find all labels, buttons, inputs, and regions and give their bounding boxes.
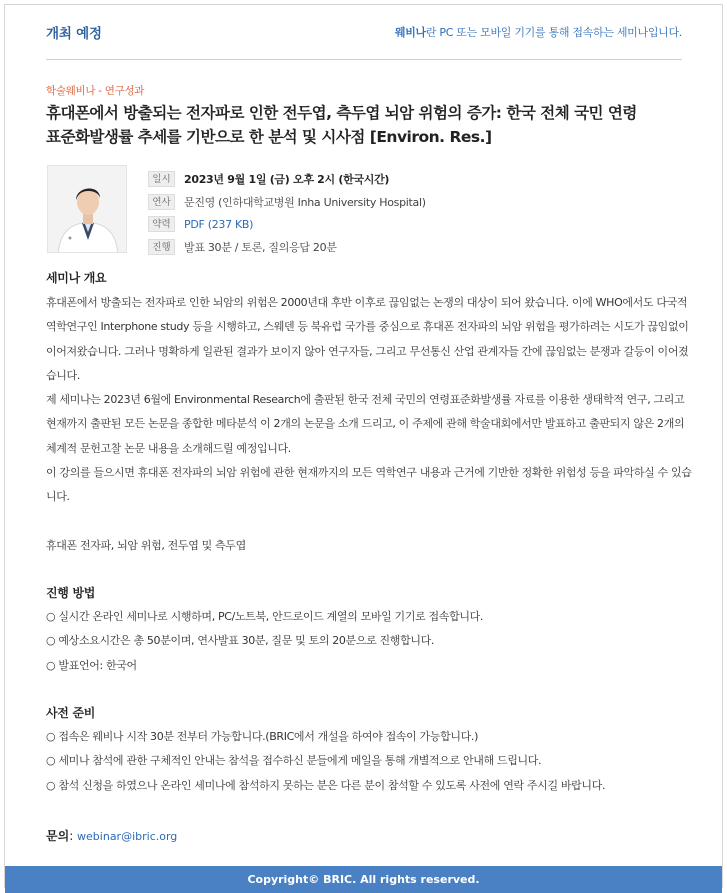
speaker-portrait-icon <box>48 166 127 253</box>
info-label: 연사 <box>148 194 175 210</box>
method-heading: 진행 방법 <box>46 586 96 600</box>
list-item: ○ 발표언어: 한국어 <box>46 658 137 672</box>
seminar-datetime: 2023년 9월 1일 (금) 오후 2시 (한국시간) <box>184 173 390 187</box>
schedule-text: 발표 30분 / 토론, 질의응답 20분 <box>184 240 337 254</box>
webinar-notice-text: 란 PC 또는 모바일 기기를 통해 접속하는 세미나입니다. <box>425 26 682 39</box>
header-divider <box>46 59 682 60</box>
contact-label: 문의 <box>46 829 70 843</box>
list-item: ○ 실시간 온라인 세미나로 시행하며, PC/노트북, 안드로이드 계열의 모바일 기기로 접속합니다. <box>46 610 484 623</box>
contact-colon: : <box>69 829 78 843</box>
list-item: ○ 참석 신청을 하였으나 온라인 세미나에 참석하지 못하는 분은 다른 분이 참석할 수 있도록 사전에 연락 주시길 바랍니다. <box>46 778 606 792</box>
list-item: ○ 세미나 참석에 관한 구체적인 안내는 참석을 접수하신 분들에게 메일을 통해 개별적으로 안내해 드립니다. <box>46 754 542 768</box>
prep-heading: 사전 준비 <box>46 706 96 720</box>
footer-copyright: Copyright© BRIC. All rights reserved. <box>5 866 722 893</box>
webinar-notice <box>395 24 682 40</box>
contact-email-link[interactable]: webinar@ibric.org <box>77 830 178 843</box>
contact <box>46 827 177 844</box>
info-label: 약력 <box>148 216 175 232</box>
speaker-name: 문진영 (인하대학교병원 Inha University Hospital) <box>184 195 426 209</box>
prep-list <box>46 725 696 798</box>
bio-pdf-link[interactable]: PDF (237 KB) <box>184 217 254 231</box>
webinar-notice-emph: 웨비나 <box>394 26 426 39</box>
info-row-speaker <box>148 191 688 214</box>
top-bar <box>5 5 722 59</box>
info-row-bio <box>148 213 688 236</box>
overview-heading: 세미나 개요 <box>46 271 107 285</box>
webinar-page <box>4 4 723 888</box>
category-label: 학술웨비나 - 연구성과 <box>46 85 145 97</box>
list-item: ○ 예상소요시간은 총 50분이며, 연사발표 30분, 질문 및 토의 20분으로 진행합니다. <box>46 634 435 648</box>
page-title <box>46 101 696 149</box>
keywords: 휴대폰 전자파, 뇌암 위험, 전두엽 및 측두엽 <box>46 539 246 552</box>
title-line-2: 표준화발생률 추세를 기반으로 한 분석 및 시사점 [Environ. Res.] <box>46 128 492 146</box>
overview-paragraph-1: 휴대폰에서 방출되는 전자파로 인한 뇌암의 위험은 2000년대 후반 이후로 끊임없는 논쟁의 대상이 되어 왔습니다. 이에 WHO에서도 다국적 역학연구인 Interphone study 등을 시행하고, 스웨덴 등 북유럽 국가를 중심으로 휴대폰 전자파의 뇌암 위험을 평가하려는 시도가 끊임없이 이어져왔습니다. 그러나 명확하게 일관된 결과가 보이지 않아 연구자들, 그리고 무선통신 산업 관계자들 간에 끊임없는 분쟁과 갈등이 이어졌습니다. <box>46 296 689 382</box>
method-list <box>46 605 696 678</box>
info-row-schedule <box>148 236 688 259</box>
overview-paragraph-2: 제 세미나는 2023년 6월에 Environmental Research에 출판된 한국 전체 국민의 연령표준화발생률 자료를 이용한 생태학적 연구, 그리고 현재까지 출판된 모든 논문을 종합한 메타분석 이 2개의 논문을 소개 드리고, 이 주제에 관해 학술대회에서만 발표하고 출판되지 않은 2개의 체계적 문헌고찰 논문 내용을 소개해드릴 예정입니다. <box>46 393 685 455</box>
event-status: 개최 예정 <box>46 26 102 42</box>
list-item: ○ 접속은 웨비나 시작 30분 전부터 가능합니다.(BRIC에서 개설을 하여야 접속이 가능합니다.) <box>46 730 479 743</box>
overview-paragraph-3: 이 강의를 들으시면 휴대폰 전자파의 뇌암 위험에 관한 현재까지의 모든 역학연구 내용과 근거에 기반한 정확한 위험성 등을 파악하실 수 있습니다. <box>46 466 692 504</box>
seminar-info <box>148 168 688 258</box>
speaker-photo <box>47 165 127 253</box>
info-row-date <box>148 168 688 191</box>
info-label: 진행 <box>148 239 175 255</box>
title-line-1: 휴대폰에서 방출되는 전자파로 인한 전두엽, 측두엽 뇌암 위험의 증가: 한국 전체 국민 연령 <box>46 104 637 122</box>
info-label: 일시 <box>148 171 175 187</box>
